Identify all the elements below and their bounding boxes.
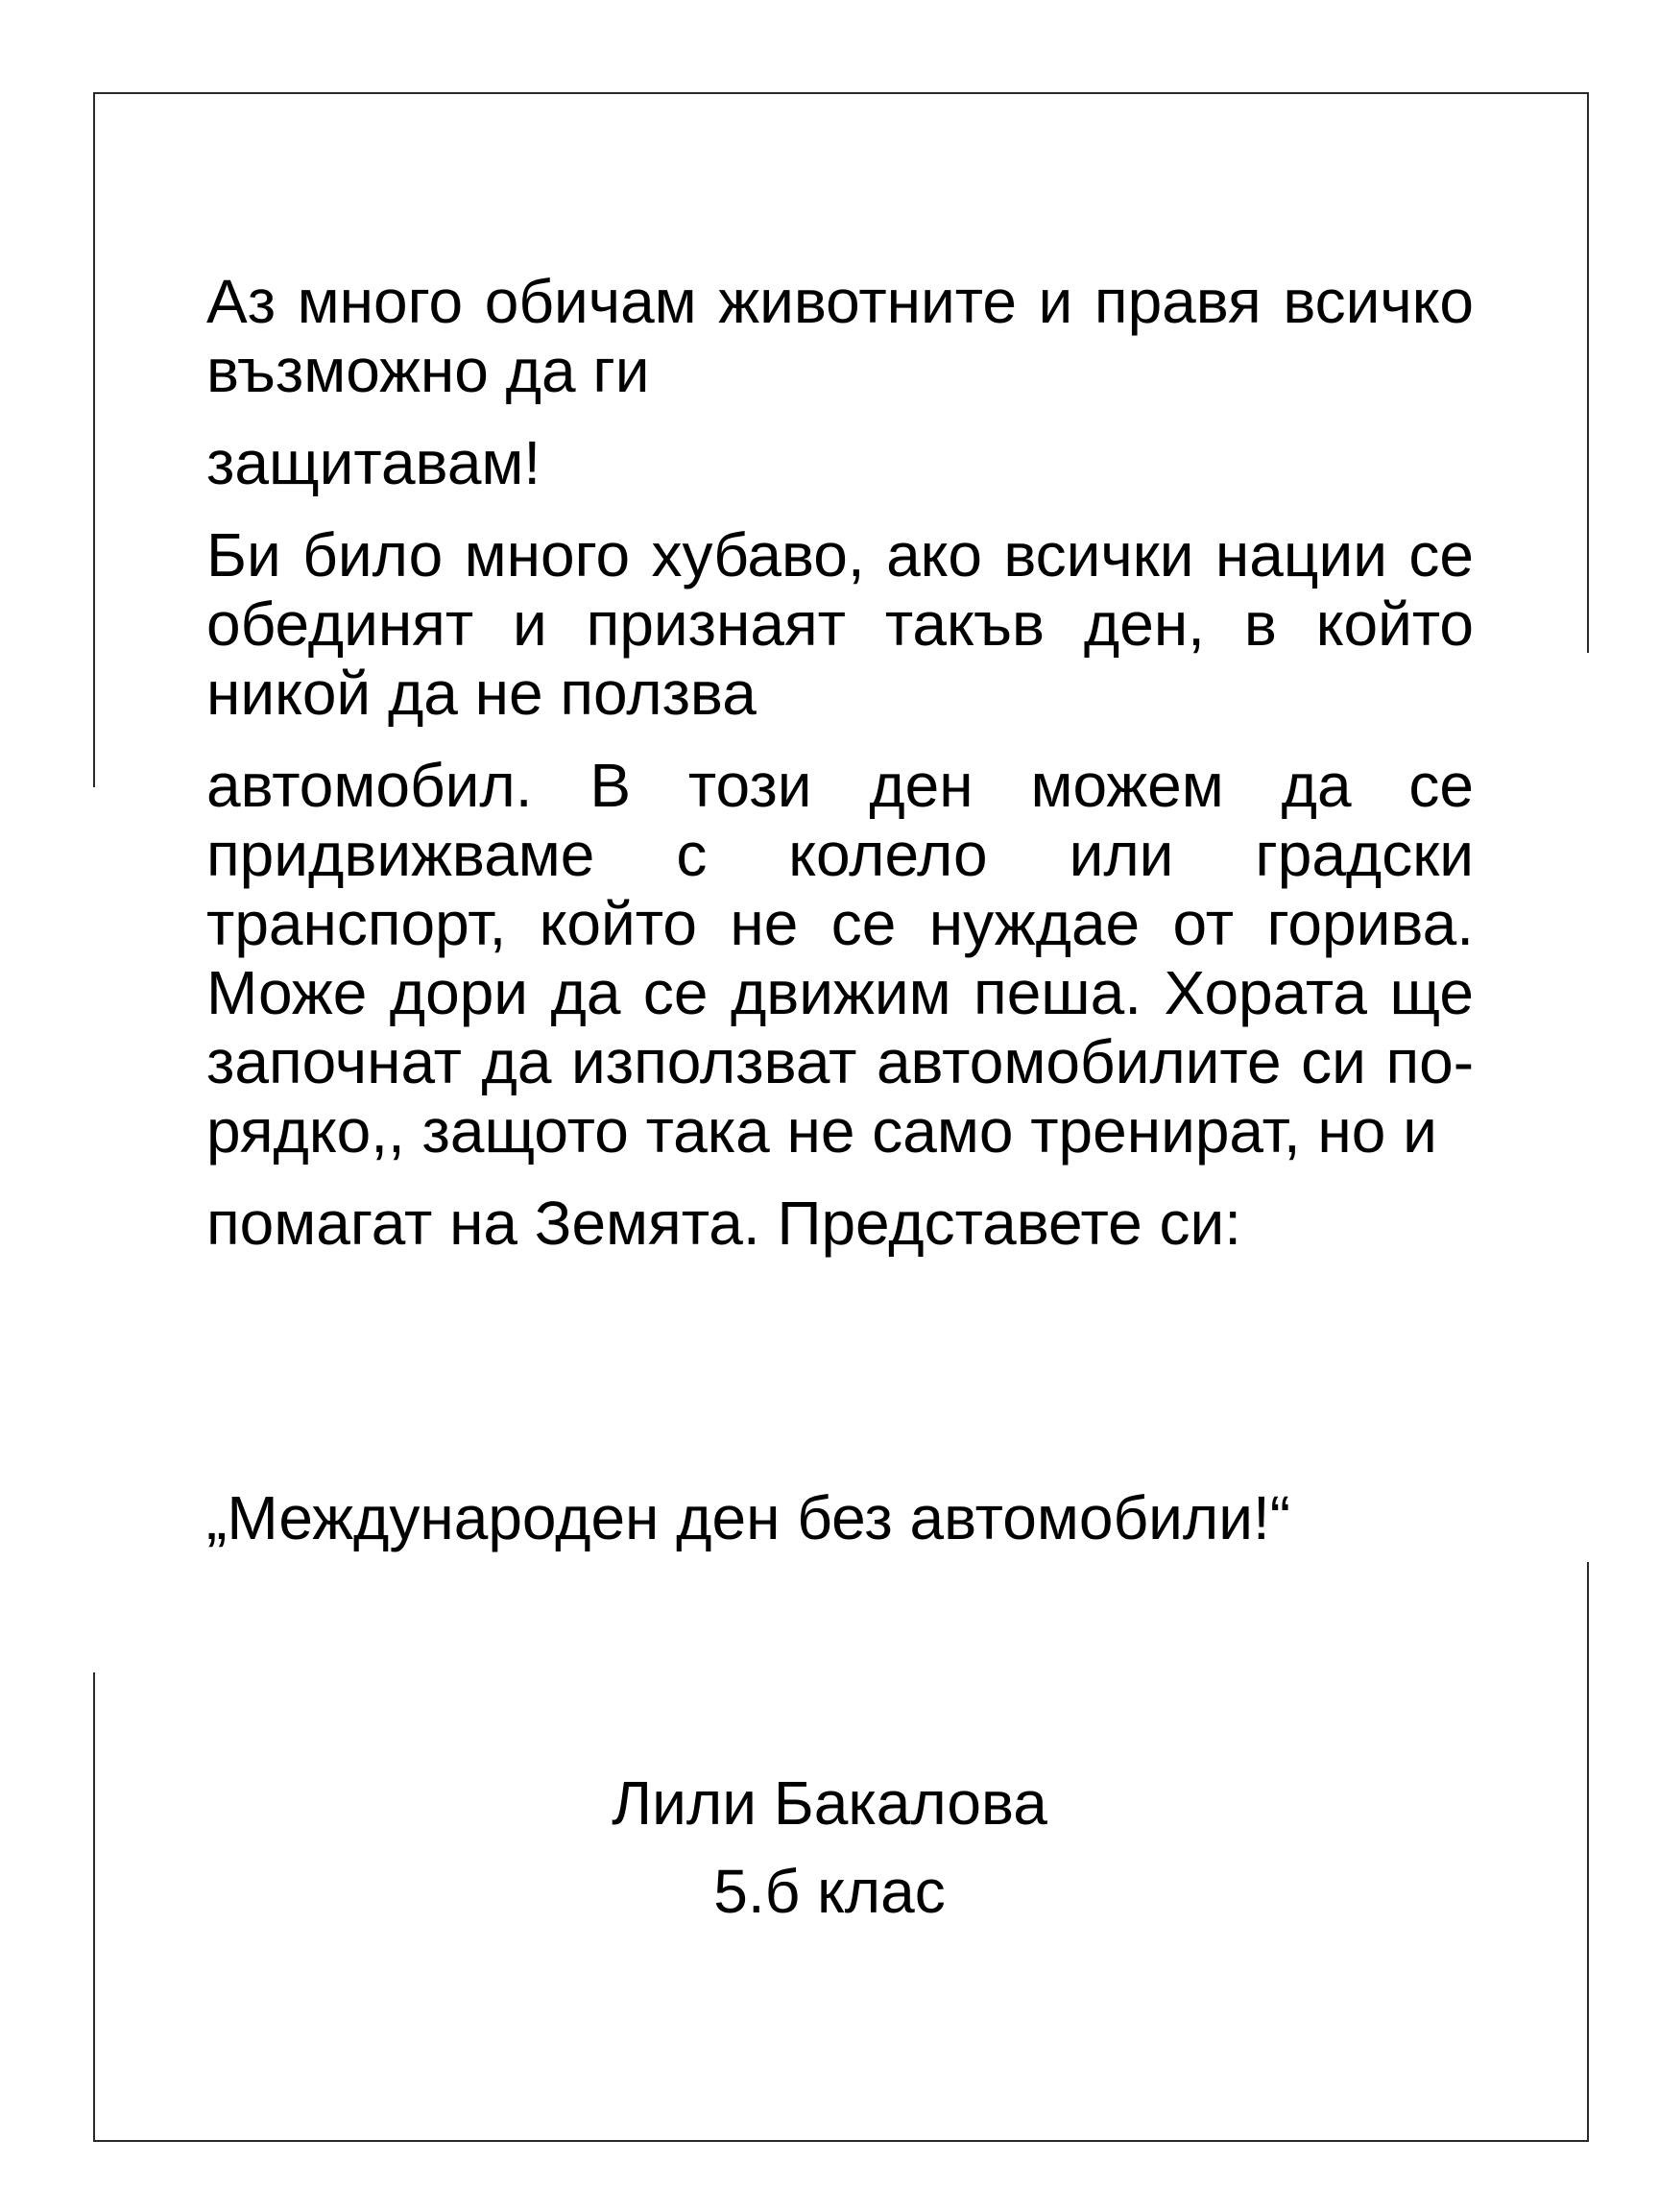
slogan: „Международен ден без автомобили!“ (206, 1483, 1291, 1552)
paragraph-protect: защитавам! (206, 428, 541, 497)
paragraph-love-animals: Аз много обичам животните и правя всичко възможно да ги (206, 267, 1474, 405)
signature (0, 1759, 1659, 1936)
frame-right-border-upper (1587, 92, 1589, 653)
paragraph-car-free-day: автомобил. В този ден можем да се придвижваме с колело или градски транспорт, който не се нуждае от горива. Може дори да се движим пеша. Хората ще започнат да използват автомобилите си по-рядко,, защото така не само тренират, но и (206, 751, 1474, 1166)
paragraph-nations: Би било много хубаво, ако всички нации се обединят и признаят такъв ден, в който никой да не ползва (206, 520, 1474, 728)
frame-left-border-upper (93, 92, 95, 787)
frame-bottom-border (93, 2140, 1589, 2142)
frame-top-border (93, 92, 1589, 94)
document-body (206, 267, 1474, 1258)
author-name: Лили Бакалова (612, 1768, 1047, 1838)
paragraph-help-earth: помагат на Земята. Представете си: (206, 1189, 1241, 1258)
author-class: 5.б клас (713, 1857, 946, 1926)
